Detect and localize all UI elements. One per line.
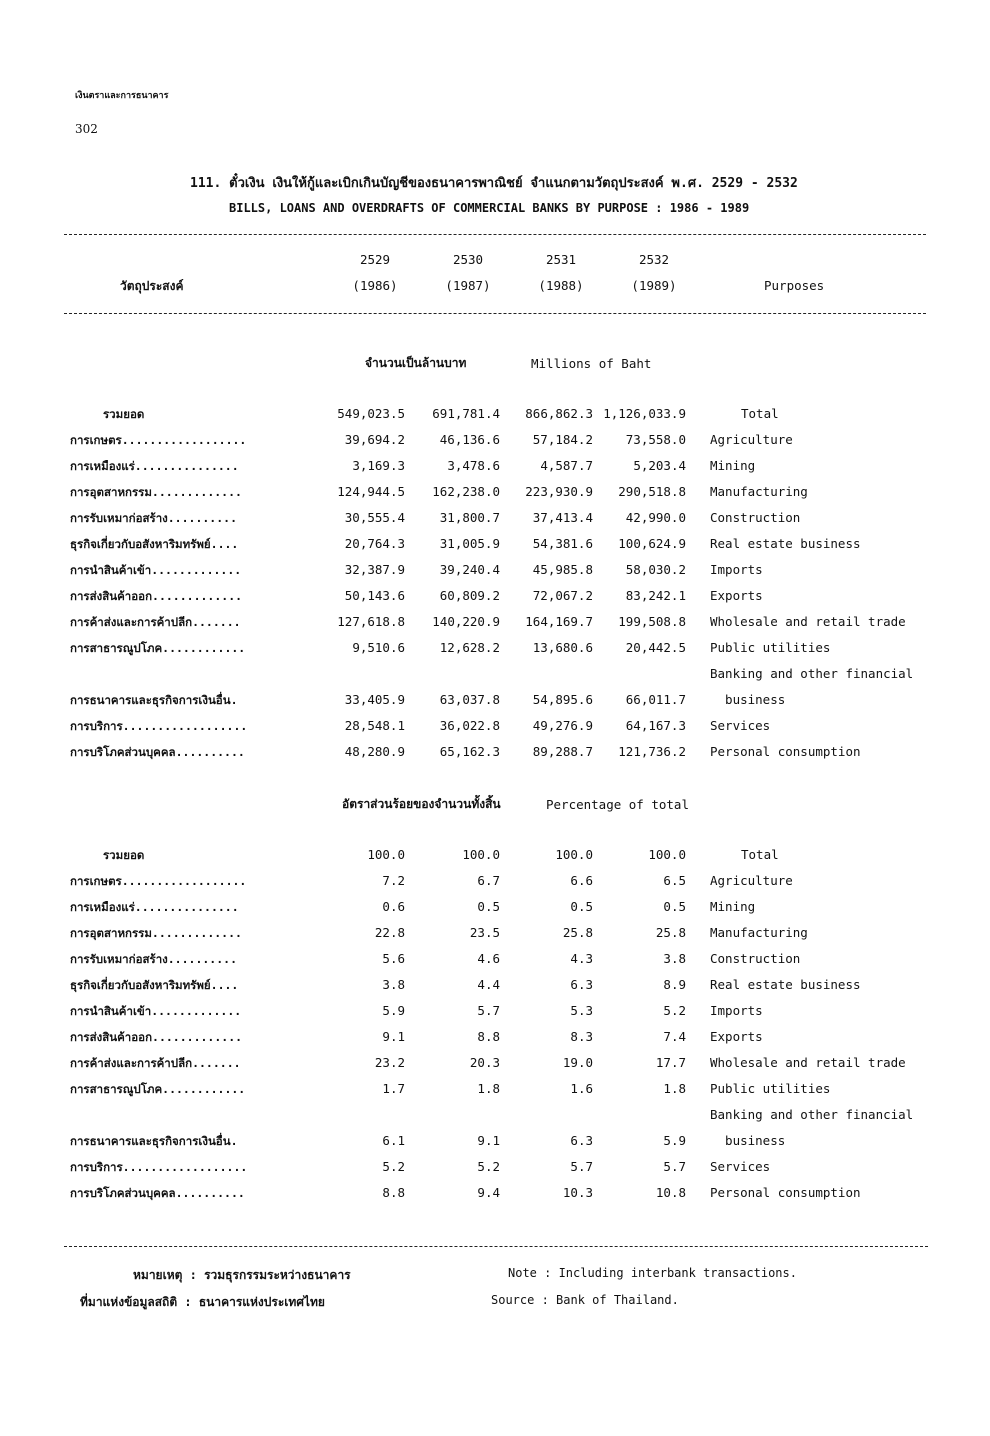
cell-value: 83,242.1: [625, 588, 686, 603]
section-label-th: อัตราส่วนร้อยของจำนวนทั้งสิ้น: [342, 797, 501, 811]
table-row: [0, 1003, 990, 1027]
row-label-en: Agriculture: [710, 432, 793, 447]
table-row: [0, 614, 990, 638]
row-label-en: Services: [710, 1159, 771, 1174]
cell-value: 691,781.4: [432, 406, 500, 421]
cell-value: 6.6: [570, 873, 593, 888]
table-row: [0, 510, 990, 534]
header-bottom-rule: [64, 313, 926, 314]
cell-value: 100.0: [555, 847, 593, 862]
cell-value: 9.1: [382, 1029, 405, 1044]
table-row: [0, 588, 990, 612]
cell-value: 25.8: [655, 925, 686, 940]
row-label-en: Banking and other financial: [710, 1107, 914, 1122]
row-label-th: การนำสินค้าเข้า.............: [70, 563, 242, 577]
table-row: [0, 925, 990, 949]
row-label-en: Real estate business: [710, 977, 861, 992]
cell-value: 31,800.7: [439, 510, 500, 525]
cell-value: 1.6: [570, 1081, 593, 1096]
cell-value: 65,162.3: [439, 744, 500, 759]
cell-value: 54,895.6: [532, 692, 593, 707]
section-label-th: จำนวนเป็นล้านบาท: [365, 356, 467, 370]
year-header-en: (1986): [352, 278, 398, 293]
cell-value: 19.0: [562, 1055, 593, 1070]
year-header-th: 2531: [545, 252, 577, 267]
cell-value: 23.5: [469, 925, 500, 940]
cell-value: 10.8: [655, 1185, 686, 1200]
table-row: [0, 666, 990, 690]
cell-value: 5.2: [477, 1159, 500, 1174]
cell-value: 57,184.2: [532, 432, 593, 447]
cell-value: 48,280.9: [344, 744, 405, 759]
cell-value: 58,030.2: [625, 562, 686, 577]
page-number: 302: [75, 122, 98, 136]
cell-value: 39,240.4: [439, 562, 500, 577]
table-title-english: BILLS, LOANS AND OVERDRAFTS OF COMMERCIAL BANKS BY PURPOSE : 1986 - 1989: [229, 201, 750, 215]
row-label-en: Imports: [710, 1003, 763, 1018]
row-label-th: การส่งสินค้าออก.............: [70, 1030, 243, 1044]
cell-value: 0.5: [663, 899, 686, 914]
cell-value: 124,944.5: [337, 484, 405, 499]
note-th-label: หมายเหตุ :: [133, 1268, 197, 1282]
table-row: [0, 562, 990, 586]
cell-value: 28,548.1: [344, 718, 405, 733]
row-label-en: Wholesale and retail trade: [710, 1055, 906, 1070]
cell-value: 7.4: [663, 1029, 686, 1044]
table-row: [0, 1107, 990, 1131]
cell-value: 549,023.5: [337, 406, 405, 421]
cell-value: 33,405.9: [344, 692, 405, 707]
cell-value: 12,628.2: [439, 640, 500, 655]
cell-value: 60,809.2: [439, 588, 500, 603]
cell-value: 6.3: [570, 977, 593, 992]
cell-value: 5.2: [382, 1159, 405, 1174]
cell-value: 36,022.8: [439, 718, 500, 733]
note-th: [133, 1266, 351, 1285]
cell-value: 6.1: [382, 1133, 405, 1148]
header-top-rule: [64, 234, 926, 235]
cell-value: 290,518.8: [618, 484, 686, 499]
year-header-en: (1988): [538, 278, 584, 293]
year-header-en: (1987): [445, 278, 491, 293]
footer-rule: [64, 1246, 928, 1247]
row-label-th: รวมยอด: [103, 848, 145, 862]
year-header-th: 2530: [452, 252, 484, 267]
source-th: [80, 1293, 325, 1312]
row-label-en: Personal consumption: [710, 744, 861, 759]
table-row: [0, 692, 990, 716]
row-label-th: การธนาคารและธุรกิจการเงินอื่น.: [70, 693, 238, 707]
cell-value: 66,011.7: [625, 692, 686, 707]
cell-value: 4.3: [570, 951, 593, 966]
cell-value: 6.3: [570, 1133, 593, 1148]
cell-value: 8.3: [570, 1029, 593, 1044]
table-row: [0, 536, 990, 560]
cell-value: 5.9: [663, 1133, 686, 1148]
row-label-th: การสาธารณูปโภค............: [70, 641, 246, 655]
cell-value: 9,510.6: [352, 640, 405, 655]
cell-value: 3.8: [382, 977, 405, 992]
cell-value: 54,381.6: [532, 536, 593, 551]
table-row: [0, 458, 990, 482]
row-label-th: การสาธารณูปโภค............: [70, 1082, 246, 1096]
table-row: [0, 1081, 990, 1105]
cell-value: 31,005.9: [439, 536, 500, 551]
row-label-en: Construction: [710, 510, 801, 525]
cell-value: 5.2: [663, 1003, 686, 1018]
cell-value: 1,126,033.9: [603, 406, 686, 421]
row-label-th: การอุตสาหกรรม.............: [70, 926, 242, 940]
table-row: [0, 847, 990, 871]
note-th-text: รวมธุรกรรมระหว่างธนาคาร: [204, 1268, 351, 1282]
cell-value: 1.8: [663, 1081, 686, 1096]
cell-value: 13,680.6: [532, 640, 593, 655]
cell-value: 5.9: [382, 1003, 405, 1018]
row-label-en: Manufacturing: [710, 484, 808, 499]
row-label-en: Banking and other financial: [710, 666, 914, 681]
cell-value: 89,288.7: [532, 744, 593, 759]
cell-value: 42,990.0: [625, 510, 686, 525]
source-th-label: ที่มาแห่งข้อมูลสถิติ :: [80, 1295, 192, 1309]
year-header-th: 2529: [359, 252, 391, 267]
row-label-th: การค้าส่งและการค้าปลีก.......: [70, 1056, 241, 1070]
table-row: [0, 899, 990, 923]
row-label-en: Exports: [710, 1029, 763, 1044]
row-label-en: Imports: [710, 562, 763, 577]
cell-value: 4.6: [477, 951, 500, 966]
cell-value: 20,764.3: [344, 536, 405, 551]
cell-value: 50,143.6: [344, 588, 405, 603]
cell-value: 32,387.9: [344, 562, 405, 577]
cell-value: 46,136.6: [439, 432, 500, 447]
row-label-en: Wholesale and retail trade: [710, 614, 906, 629]
row-label-th: การรับเหมาก่อสร้าง..........: [70, 952, 237, 966]
row-label-th: การนำสินค้าเข้า.............: [70, 1004, 242, 1018]
purpose-en-header: Purposes: [764, 278, 825, 293]
cell-value: 0.5: [477, 899, 500, 914]
table-row: [0, 873, 990, 897]
cell-value: 4.4: [477, 977, 500, 992]
year-header-en: (1989): [631, 278, 677, 293]
row-label-en: Construction: [710, 951, 801, 966]
cell-value: 5.7: [663, 1159, 686, 1174]
cell-value: 1.7: [382, 1081, 405, 1096]
row-label-en: Mining: [710, 458, 756, 473]
cell-value: 100.0: [462, 847, 500, 862]
cell-value: 866,862.3: [525, 406, 593, 421]
cell-value: 9.4: [477, 1185, 500, 1200]
cell-value: 223,930.9: [525, 484, 593, 499]
row-label-en: Total: [741, 406, 779, 421]
cell-value: 63,037.8: [439, 692, 500, 707]
row-label-th: การเหมืองแร่...............: [70, 900, 239, 914]
row-label-en: business: [710, 692, 786, 707]
cell-value: 1.8: [477, 1081, 500, 1096]
purpose-th-header: วัตถุประสงค์: [120, 279, 184, 293]
cell-value: 5.3: [570, 1003, 593, 1018]
cell-value: 5.7: [477, 1003, 500, 1018]
cell-value: 164,169.7: [525, 614, 593, 629]
row-label-th: ธุรกิจเกี่ยวกับอสังหาริมทรัพย์....: [70, 978, 239, 992]
row-label-en: Exports: [710, 588, 763, 603]
row-label-en: Public utilities: [710, 1081, 831, 1096]
cell-value: 162,238.0: [432, 484, 500, 499]
row-label-th: การเกษตร..................: [70, 433, 247, 447]
table-row: [0, 718, 990, 742]
cell-value: 5.6: [382, 951, 405, 966]
cell-value: 4,587.7: [540, 458, 593, 473]
table-row: [0, 640, 990, 664]
cell-value: 64,167.3: [625, 718, 686, 733]
cell-value: 3,478.6: [447, 458, 500, 473]
table-row: [0, 1185, 990, 1209]
cell-value: 10.3: [562, 1185, 593, 1200]
year-header-th: 2532: [638, 252, 670, 267]
cell-value: 100.0: [367, 847, 405, 862]
row-label-th: การค้าส่งและการค้าปลีก.......: [70, 615, 241, 629]
cell-value: 140,220.9: [432, 614, 500, 629]
cell-value: 37,413.4: [532, 510, 593, 525]
cell-value: 0.5: [570, 899, 593, 914]
table-row: [0, 484, 990, 508]
row-label-en: Agriculture: [710, 873, 793, 888]
cell-value: 7.2: [382, 873, 405, 888]
cell-value: 25.8: [562, 925, 593, 940]
cell-value: 8.8: [382, 1185, 405, 1200]
cell-value: 6.7: [477, 873, 500, 888]
row-label-th: ธุรกิจเกี่ยวกับอสังหาริมทรัพย์....: [70, 537, 239, 551]
cell-value: 100.0: [648, 847, 686, 862]
row-label-th: การอุตสาหกรรม.............: [70, 485, 242, 499]
cell-value: 199,508.8: [618, 614, 686, 629]
row-label-th: การธนาคารและธุรกิจการเงินอื่น.: [70, 1134, 238, 1148]
cell-value: 22.8: [374, 925, 405, 940]
table-row: [0, 406, 990, 430]
cell-value: 20,442.5: [625, 640, 686, 655]
table-title-thai: 111. ตั๋วเงิน เงินให้กู้และเบิกเกินบัญชีของธนาคารพาณิชย์ จำแนกตามวัตถุประสงค์ พ.ศ. 2529 - 2532: [190, 176, 798, 191]
row-label-en: Manufacturing: [710, 925, 808, 940]
note-en: Note : Including interbank transactions.: [508, 1266, 797, 1280]
cell-value: 49,276.9: [532, 718, 593, 733]
cell-value: 3,169.3: [352, 458, 405, 473]
cell-value: 23.2: [374, 1055, 405, 1070]
row-label-th: การเหมืองแร่...............: [70, 459, 239, 473]
row-label-en: Real estate business: [710, 536, 861, 551]
source-en: Source : Bank of Thailand.: [491, 1293, 679, 1307]
cell-value: 45,985.8: [532, 562, 593, 577]
cell-value: 6.5: [663, 873, 686, 888]
row-label-th: การบริการ..................: [70, 719, 248, 733]
table-row: [0, 1029, 990, 1053]
cell-value: 8.8: [477, 1029, 500, 1044]
row-label-en: Total: [741, 847, 779, 862]
source-th-text: ธนาคารแห่งประเทศไทย: [198, 1295, 325, 1309]
row-label-th: การรับเหมาก่อสร้าง..........: [70, 511, 237, 525]
row-label-th: รวมยอด: [103, 407, 145, 421]
cell-value: 5.7: [570, 1159, 593, 1174]
row-label-en: Personal consumption: [710, 1185, 861, 1200]
cell-value: 3.8: [663, 951, 686, 966]
table-row: [0, 1133, 990, 1157]
cell-value: 30,555.4: [344, 510, 405, 525]
table-row: [0, 432, 990, 456]
row-label-en: Public utilities: [710, 640, 831, 655]
row-label-th: การบริโภคส่วนบุคคล..........: [70, 1186, 245, 1200]
cell-value: 0.6: [382, 899, 405, 914]
table-row: [0, 951, 990, 975]
cell-value: 100,624.9: [618, 536, 686, 551]
section-label-en: Millions of Baht: [531, 356, 652, 371]
row-label-en: Mining: [710, 899, 756, 914]
row-label-th: การบริการ..................: [70, 1160, 248, 1174]
cell-value: 73,558.0: [625, 432, 686, 447]
row-label-th: การบริโภคส่วนบุคคล..........: [70, 745, 245, 759]
row-label-en: Services: [710, 718, 771, 733]
row-label-th: การเกษตร..................: [70, 874, 247, 888]
section-label-en: Percentage of total: [546, 797, 689, 812]
table-row: [0, 1159, 990, 1183]
cell-value: 72,067.2: [532, 588, 593, 603]
row-label-en: business: [710, 1133, 786, 1148]
row-label-th: การส่งสินค้าออก.............: [70, 589, 243, 603]
running-header: เงินตราและการธนาคาร: [75, 91, 169, 101]
cell-value: 8.9: [663, 977, 686, 992]
cell-value: 39,694.2: [344, 432, 405, 447]
table-row: [0, 1055, 990, 1079]
cell-value: 17.7: [655, 1055, 686, 1070]
cell-value: 127,618.8: [337, 614, 405, 629]
cell-value: 5,203.4: [633, 458, 686, 473]
cell-value: 9.1: [477, 1133, 500, 1148]
table-row: [0, 744, 990, 768]
table-row: [0, 977, 990, 1001]
cell-value: 121,736.2: [618, 744, 686, 759]
cell-value: 20.3: [469, 1055, 500, 1070]
